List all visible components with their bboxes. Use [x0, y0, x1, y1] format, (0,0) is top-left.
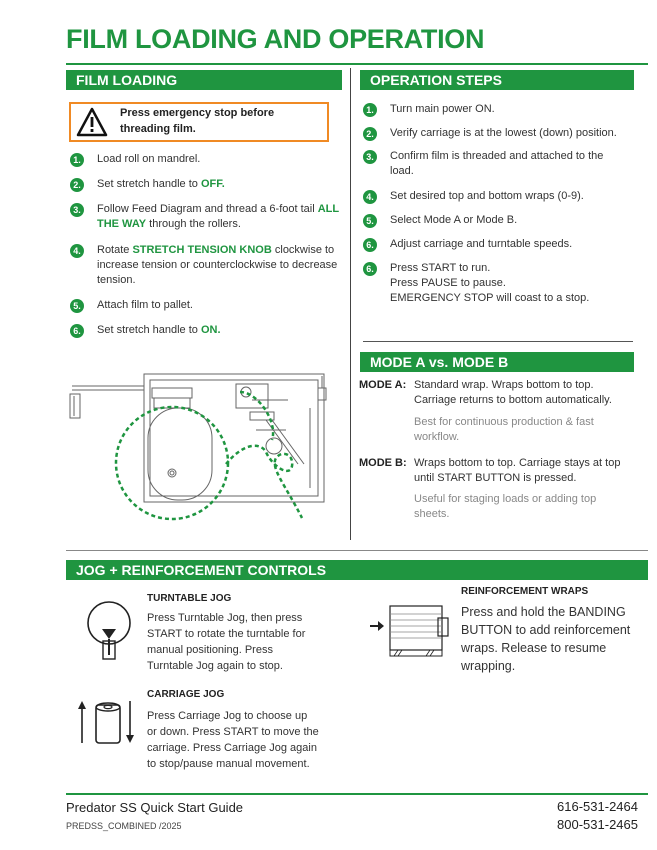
- footer-phone-1: 616-531-2464: [557, 799, 638, 814]
- footer-phone-2: 800-531-2465: [557, 817, 638, 832]
- step-number: 5.: [363, 214, 377, 228]
- step-text: through the rollers.: [146, 218, 241, 230]
- step-text: Follow Feed Diagram and thread a 6-foot tail: [97, 203, 318, 215]
- operation-step-3: Confirm film is threaded and attached to the load.: [390, 150, 604, 177]
- page-title: FILM LOADING AND OPERATION: [66, 24, 485, 54]
- step-text: Set stretch handle to: [97, 178, 201, 190]
- section-divider: [363, 341, 633, 342]
- step-number: 4.: [363, 190, 377, 204]
- section-divider: [66, 550, 648, 551]
- warning-icon: [76, 107, 108, 137]
- film-step-4: [97, 243, 342, 288]
- step-emphasis: STRETCH TENSION KNOB: [132, 244, 272, 256]
- footer-doc-code: PREDSS_COMBINED /2025: [66, 821, 182, 831]
- step-emphasis: ON.: [200, 324, 221, 336]
- jog-header: JOG + REINFORCEMENT CONTROLS: [66, 560, 648, 580]
- carriage-jog-icon: [74, 697, 138, 747]
- step-emphasis: OFF.: [200, 178, 225, 190]
- operation-step-4: Set desired top and bottom wraps (0-9).: [390, 190, 584, 202]
- mode-a-note: Best for continuous production & fast workflow.: [414, 416, 594, 443]
- step-emphasis: ALL THE WAY: [97, 203, 339, 230]
- reinforcement-wraps-text: Press and hold the BANDING BUTTON to add reinforcement wraps. Release to resume wrapping.: [461, 605, 631, 673]
- step-text: Load roll on mandrel.: [97, 153, 201, 165]
- step-number: 4.: [70, 244, 84, 258]
- step-number: 2.: [70, 178, 84, 192]
- title-rule: [66, 63, 648, 65]
- step-line: Press START to run.: [390, 262, 491, 274]
- turntable-jog-icon: [86, 597, 132, 663]
- reinforcement-wraps-title: REINFORCEMENT WRAPS: [461, 586, 589, 597]
- film-step-6: [97, 323, 342, 338]
- step-text: clockwise to increase tension or counterclockwise to decrease tension.: [97, 244, 338, 286]
- step-number: 3.: [363, 150, 377, 164]
- step-number: 1.: [70, 153, 84, 167]
- step-number: 1.: [363, 103, 377, 117]
- film-step-1: [97, 152, 342, 167]
- film-loading-header: FILM LOADING: [66, 70, 342, 90]
- warning-text: Press emergency stop before threading film.: [120, 107, 275, 135]
- operation-step-7: [390, 261, 645, 306]
- carriage-jog-text: Press Carriage Jog to choose up or down. Press START to move the carriage. Press Carriage Jog again to stop/pause manual movement.: [147, 710, 319, 770]
- step-line: Press PAUSE to pause.: [390, 277, 506, 289]
- step-number: 2.: [363, 127, 377, 141]
- step-line: EMERGENCY STOP will coast to a stop.: [390, 292, 590, 304]
- turntable-jog-title: TURNTABLE JOG: [147, 593, 232, 604]
- mode-a-text: Standard wrap. Wraps bottom to top. Carriage returns to bottom automatically.: [414, 379, 612, 406]
- feed-diagram: [66, 368, 344, 534]
- film-step-3: [97, 202, 342, 232]
- film-step-2: [97, 177, 342, 192]
- mode-b-label: MODE B:: [359, 457, 407, 469]
- operation-step-1: Turn main power ON.: [390, 103, 495, 115]
- column-divider: [350, 68, 351, 540]
- step-number: 6.: [363, 238, 377, 252]
- mode-a-label: MODE A:: [359, 379, 407, 391]
- reinforcement-wraps-icon: [368, 600, 452, 660]
- operation-step-5: Select Mode A or Mode B.: [390, 214, 518, 226]
- mode-b-note: Useful for staging loads or adding top sheets.: [414, 493, 597, 520]
- mode-header: MODE A vs. MODE B: [360, 352, 634, 372]
- step-number: 5.: [70, 299, 84, 313]
- step-text: Attach film to pallet.: [97, 299, 193, 311]
- carriage-jog-title: CARRIAGE JOG: [147, 689, 225, 700]
- mode-b-text: Wraps bottom to top. Carriage stays at top until START BUTTON is pressed.: [414, 457, 621, 484]
- operation-steps-header: OPERATION STEPS: [360, 70, 634, 90]
- operation-step-2: Verify carriage is at the lowest (down) position.: [390, 127, 617, 139]
- step-text: Set stretch handle to: [97, 324, 201, 336]
- footer-rule: [66, 793, 648, 795]
- turntable-jog-text: Press Turntable Jog, then press START to rotate the turntable for manual positioning. Press Turntable Jog again to stop.: [147, 612, 306, 672]
- footer-guide-title: Predator SS Quick Start Guide: [66, 800, 244, 815]
- operation-step-6: Adjust carriage and turntable speeds.: [390, 238, 573, 250]
- step-text: Rotate: [97, 244, 133, 256]
- step-number: 3.: [70, 203, 84, 217]
- film-step-5: [97, 298, 342, 313]
- step-number: 6.: [70, 324, 84, 338]
- step-number: 6.: [363, 262, 377, 276]
